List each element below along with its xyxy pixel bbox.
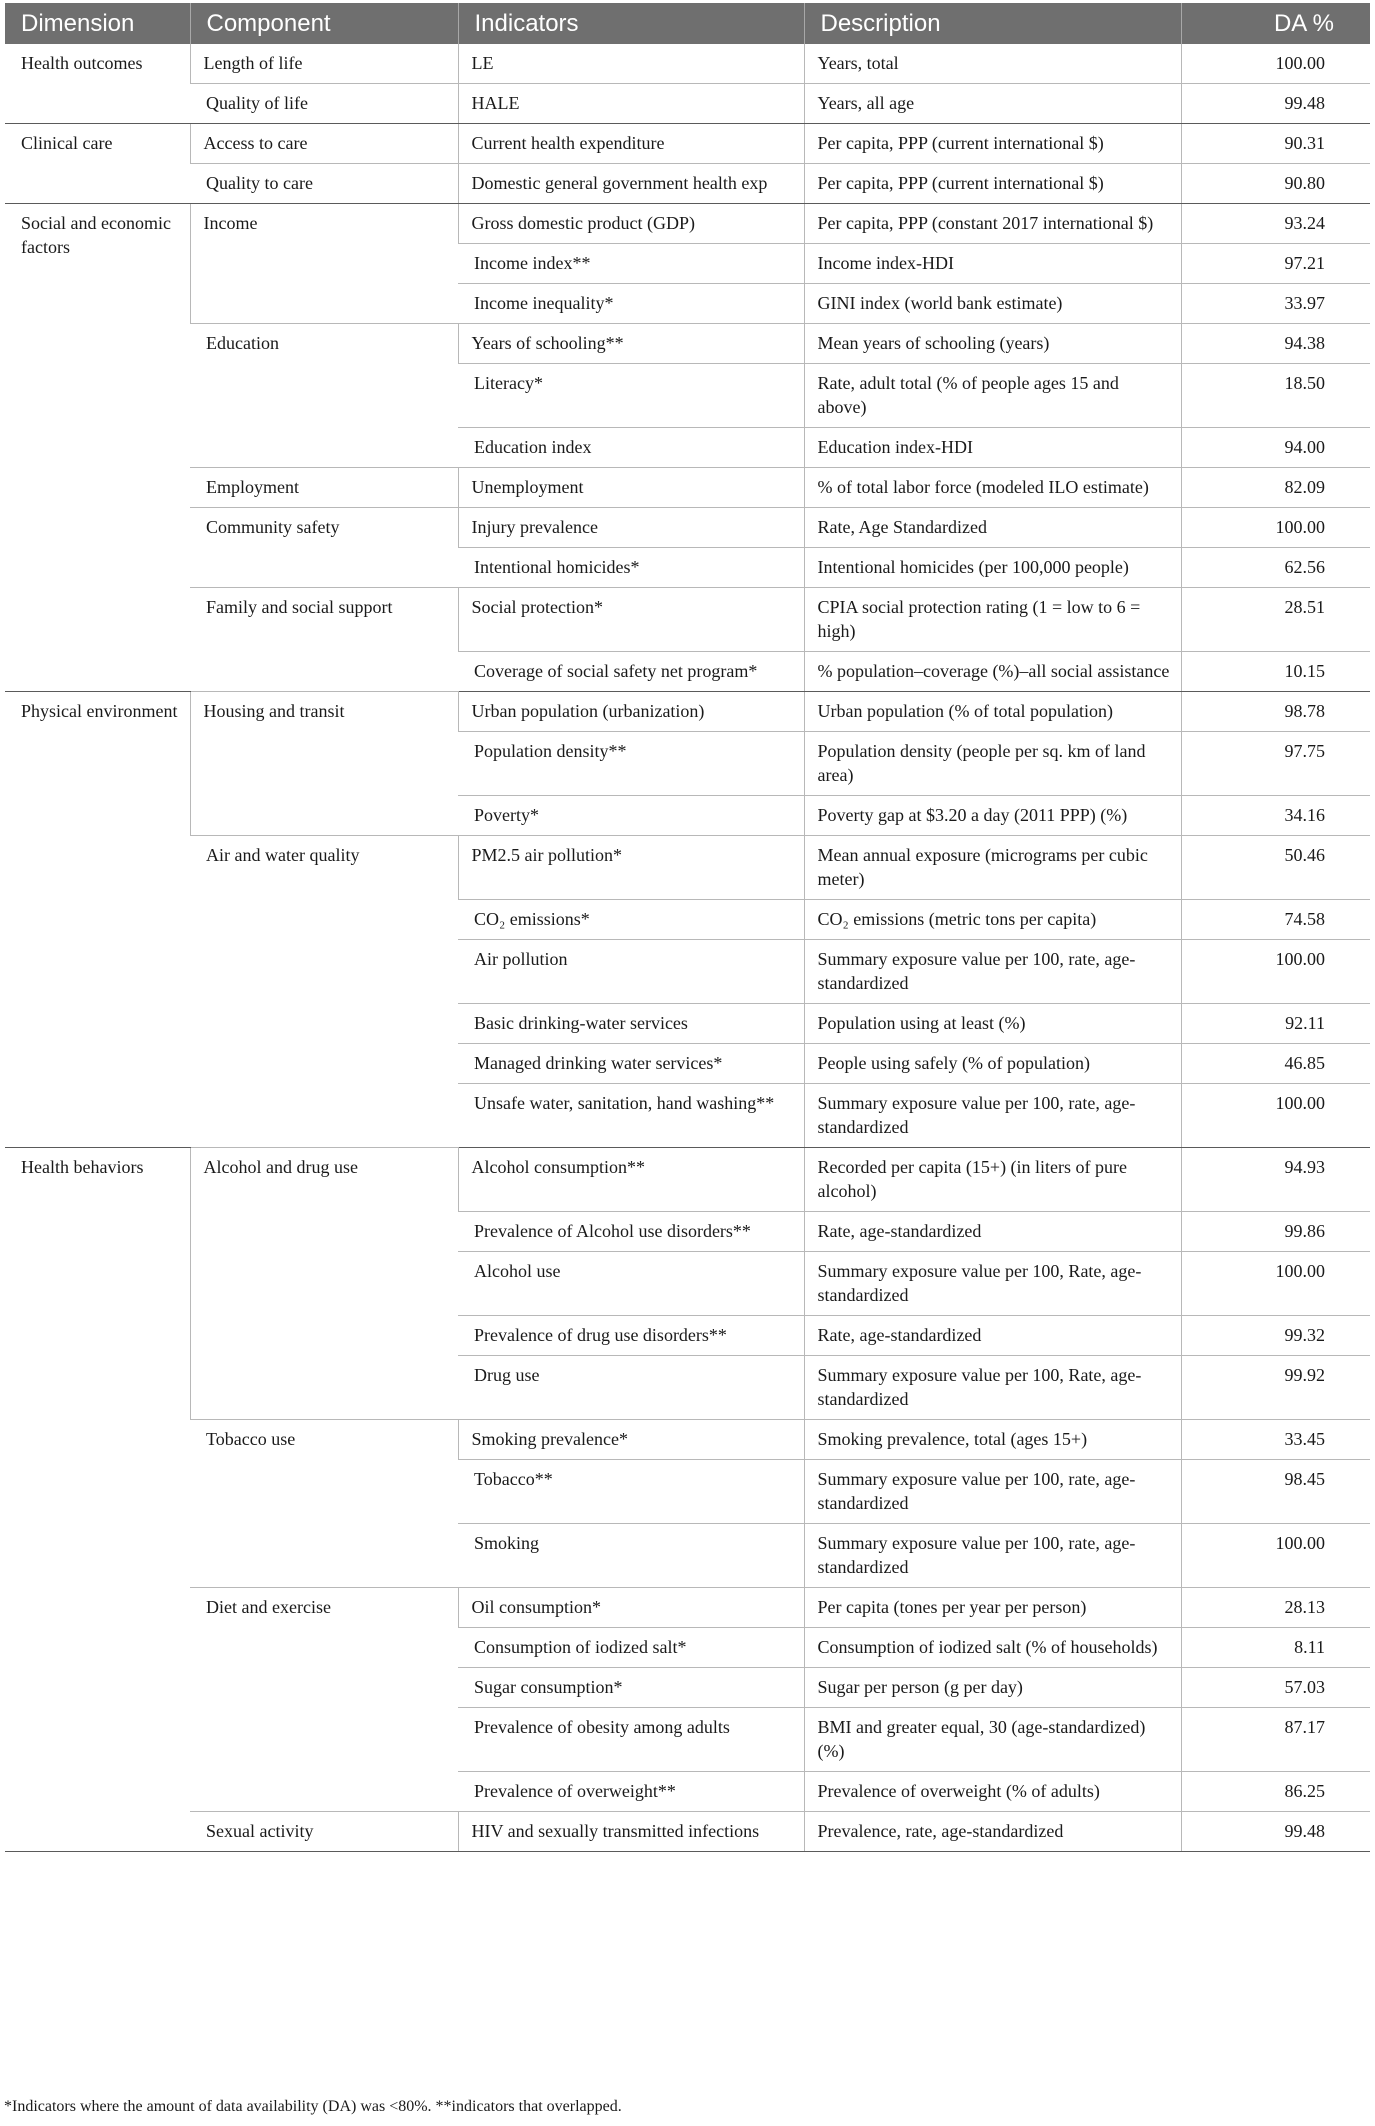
da-cell: 99.92	[1181, 1356, 1370, 1420]
component-cell: Sexual activity	[190, 1812, 458, 1852]
indicator-cell: HIV and sexually transmitted infections	[458, 1812, 804, 1852]
table-header	[5, 3, 1370, 44]
component-cell: Air and water quality	[190, 836, 458, 1148]
footnote: *Indicators where the amount of data availability (DA) was <80%. **indicators that overlapped.	[4, 2098, 622, 2115]
indicator-cell: HALE	[458, 84, 804, 124]
indicator-cell: Population density**	[458, 732, 804, 796]
da-cell: 82.09	[1181, 468, 1370, 508]
description-cell: Poverty gap at $3.20 a day (2011 PPP) (%)	[804, 796, 1181, 836]
indicator-cell: Sugar consumption*	[458, 1668, 804, 1708]
component-cell: Tobacco use	[190, 1420, 458, 1588]
component-cell: Employment	[190, 468, 458, 508]
header-component: Component	[190, 3, 458, 44]
indicator-cell: Air pollution	[458, 940, 804, 1004]
da-cell: 28.13	[1181, 1588, 1370, 1628]
dimension-cell: Social and economic factors	[5, 204, 190, 692]
table-row	[5, 836, 1370, 900]
da-cell: 100.00	[1181, 508, 1370, 548]
da-cell: 10.15	[1181, 652, 1370, 692]
indicator-cell: Unsafe water, sanitation, hand washing**	[458, 1084, 804, 1148]
component-cell: Housing and transit	[190, 692, 458, 836]
description-cell: CPIA social protection rating (1 = low to 6 = high)	[804, 588, 1181, 652]
description-cell: Urban population (% of total population)	[804, 692, 1181, 732]
description-cell: Mean annual exposure (micrograms per cubic meter)	[804, 836, 1181, 900]
description-cell: Prevalence of overweight (% of adults)	[804, 1772, 1181, 1812]
da-cell: 99.86	[1181, 1212, 1370, 1252]
indicator-cell: Prevalence of obesity among adults	[458, 1708, 804, 1772]
header-da: DA %	[1181, 3, 1370, 44]
table-row	[5, 44, 1370, 84]
da-cell: 100.00	[1181, 1524, 1370, 1588]
description-cell: GINI index (world bank estimate)	[804, 284, 1181, 324]
description-cell: Population density (people per sq. km of land area)	[804, 732, 1181, 796]
table-row	[5, 692, 1370, 732]
indicator-cell: Social protection*	[458, 588, 804, 652]
description-cell: Per capita, PPP (current international $)	[804, 164, 1181, 204]
da-cell: 98.78	[1181, 692, 1370, 732]
table-row	[5, 1148, 1370, 1212]
da-cell: 8.11	[1181, 1628, 1370, 1668]
da-cell: 34.16	[1181, 796, 1370, 836]
description-cell: Summary exposure value per 100, rate, age-standardized	[804, 1524, 1181, 1588]
indicator-cell: PM2.5 air pollution*	[458, 836, 804, 900]
indicator-cell: Managed drinking water services*	[458, 1044, 804, 1084]
indicator-cell: Prevalence of Alcohol use disorders**	[458, 1212, 804, 1252]
table-row	[5, 324, 1370, 364]
indicator-cell: Smoking prevalence*	[458, 1420, 804, 1460]
da-cell: 92.11	[1181, 1004, 1370, 1044]
description-cell: BMI and greater equal, 30 (age-standardized) (%)	[804, 1708, 1181, 1772]
indicator-cell: Urban population (urbanization)	[458, 692, 804, 732]
description-cell: Population using at least (%)	[804, 1004, 1181, 1044]
indicator-table	[5, 3, 1370, 1852]
da-cell: 33.45	[1181, 1420, 1370, 1460]
da-cell: 99.48	[1181, 1812, 1370, 1852]
indicator-cell: Income index**	[458, 244, 804, 284]
indicator-cell: Oil consumption*	[458, 1588, 804, 1628]
da-cell: 28.51	[1181, 588, 1370, 652]
header-description: Description	[804, 3, 1181, 44]
component-cell: Length of life	[190, 44, 458, 84]
indicator-cell: Drug use	[458, 1356, 804, 1420]
indicator-cell: Basic drinking-water services	[458, 1004, 804, 1044]
indicator-cell: Alcohol consumption**	[458, 1148, 804, 1212]
da-cell: 99.32	[1181, 1316, 1370, 1356]
da-cell: 94.00	[1181, 428, 1370, 468]
table-row	[5, 508, 1370, 548]
table-row	[5, 124, 1370, 164]
description-cell: Summary exposure value per 100, Rate, age-standardized	[804, 1356, 1181, 1420]
description-cell: Per capita, PPP (constant 2017 international $)	[804, 204, 1181, 244]
table-row	[5, 588, 1370, 652]
da-cell: 99.48	[1181, 84, 1370, 124]
description-cell: Consumption of iodized salt (% of households)	[804, 1628, 1181, 1668]
da-cell: 90.80	[1181, 164, 1370, 204]
da-cell: 100.00	[1181, 1252, 1370, 1316]
da-cell: 33.97	[1181, 284, 1370, 324]
da-cell: 100.00	[1181, 1084, 1370, 1148]
description-cell: Per capita (tones per year per person)	[804, 1588, 1181, 1628]
da-cell: 90.31	[1181, 124, 1370, 164]
table-row	[5, 1812, 1370, 1852]
description-cell: Sugar per person (g per day)	[804, 1668, 1181, 1708]
indicator-cell: CO₂ emissions*	[458, 900, 804, 940]
da-cell: 93.24	[1181, 204, 1370, 244]
indicator-cell: Prevalence of drug use disorders**	[458, 1316, 804, 1356]
indicator-cell: Poverty*	[458, 796, 804, 836]
indicator-cell: Tobacco**	[458, 1460, 804, 1524]
table-row	[5, 1588, 1370, 1628]
table-row	[5, 204, 1370, 244]
header-dimension: Dimension	[5, 3, 190, 44]
description-cell: Recorded per capita (15+) (in liters of pure alcohol)	[804, 1148, 1181, 1212]
component-cell: Community safety	[190, 508, 458, 588]
da-cell: 50.46	[1181, 836, 1370, 900]
description-cell: Income index-HDI	[804, 244, 1181, 284]
indicator-cell: Intentional homicides*	[458, 548, 804, 588]
description-cell: Education index-HDI	[804, 428, 1181, 468]
indicator-cell: LE	[458, 44, 804, 84]
indicator-cell: Injury prevalence	[458, 508, 804, 548]
component-cell: Income	[190, 204, 458, 324]
da-cell: 94.93	[1181, 1148, 1370, 1212]
indicator-cell: Literacy*	[458, 364, 804, 428]
da-cell: 97.75	[1181, 732, 1370, 796]
indicator-cell: Years of schooling**	[458, 324, 804, 364]
description-cell: Rate, adult total (% of people ages 15 and above)	[804, 364, 1181, 428]
description-cell: CO₂ emissions (metric tons per capita)	[804, 900, 1181, 940]
da-cell: 57.03	[1181, 1668, 1370, 1708]
description-cell: People using safely (% of population)	[804, 1044, 1181, 1084]
da-cell: 86.25	[1181, 1772, 1370, 1812]
description-cell: Summary exposure value per 100, rate, age-standardized	[804, 1084, 1181, 1148]
description-cell: Rate, Age Standardized	[804, 508, 1181, 548]
description-cell: Rate, age-standardized	[804, 1212, 1181, 1252]
description-cell: Smoking prevalence, total (ages 15+)	[804, 1420, 1181, 1460]
description-cell: Per capita, PPP (current international $)	[804, 124, 1181, 164]
dimension-cell: Health outcomes	[5, 44, 190, 124]
component-cell: Diet and exercise	[190, 1588, 458, 1812]
da-cell: 87.17	[1181, 1708, 1370, 1772]
description-cell: Rate, age-standardized	[804, 1316, 1181, 1356]
description-cell: % of total labor force (modeled ILO estimate)	[804, 468, 1181, 508]
component-cell: Quality to care	[190, 164, 458, 204]
dimension-cell: Health behaviors	[5, 1148, 190, 1852]
description-cell: Summary exposure value per 100, Rate, age-standardized	[804, 1252, 1181, 1316]
table-row	[5, 84, 1370, 124]
da-cell: 98.45	[1181, 1460, 1370, 1524]
table-row	[5, 468, 1370, 508]
da-cell: 94.38	[1181, 324, 1370, 364]
indicator-cell: Consumption of iodized salt*	[458, 1628, 804, 1668]
component-cell: Alcohol and drug use	[190, 1148, 458, 1420]
component-cell: Quality of life	[190, 84, 458, 124]
description-cell: Prevalence, rate, age-standardized	[804, 1812, 1181, 1852]
header-indicators: Indicators	[458, 3, 804, 44]
description-cell: % population–coverage (%)–all social assistance	[804, 652, 1181, 692]
table-body	[5, 44, 1370, 1852]
indicator-cell: Current health expenditure	[458, 124, 804, 164]
description-cell: Mean years of schooling (years)	[804, 324, 1181, 364]
indicator-cell: Income inequality*	[458, 284, 804, 324]
description-cell: Summary exposure value per 100, rate, age-standardized	[804, 1460, 1181, 1524]
table-row	[5, 1420, 1370, 1460]
da-cell: 97.21	[1181, 244, 1370, 284]
description-cell: Summary exposure value per 100, rate, age-standardized	[804, 940, 1181, 1004]
indicator-cell: Education index	[458, 428, 804, 468]
component-cell: Access to care	[190, 124, 458, 164]
indicator-cell: Unemployment	[458, 468, 804, 508]
da-cell: 18.50	[1181, 364, 1370, 428]
dimension-cell: Clinical care	[5, 124, 190, 204]
indicator-cell: Alcohol use	[458, 1252, 804, 1316]
header-row	[5, 3, 1370, 44]
description-cell: Years, total	[804, 44, 1181, 84]
table-row	[5, 164, 1370, 204]
da-cell: 100.00	[1181, 940, 1370, 1004]
dimension-cell: Physical environment	[5, 692, 190, 1148]
da-cell: 100.00	[1181, 44, 1370, 84]
component-cell: Family and social support	[190, 588, 458, 692]
indicator-cell: Prevalence of overweight**	[458, 1772, 804, 1812]
indicator-cell: Smoking	[458, 1524, 804, 1588]
description-cell: Intentional homicides (per 100,000 people)	[804, 548, 1181, 588]
da-cell: 46.85	[1181, 1044, 1370, 1084]
description-cell: Years, all age	[804, 84, 1181, 124]
indicator-cell: Gross domestic product (GDP)	[458, 204, 804, 244]
da-cell: 74.58	[1181, 900, 1370, 940]
component-cell: Education	[190, 324, 458, 468]
indicator-cell: Domestic general government health exp	[458, 164, 804, 204]
da-cell: 62.56	[1181, 548, 1370, 588]
indicator-cell: Coverage of social safety net program*	[458, 652, 804, 692]
